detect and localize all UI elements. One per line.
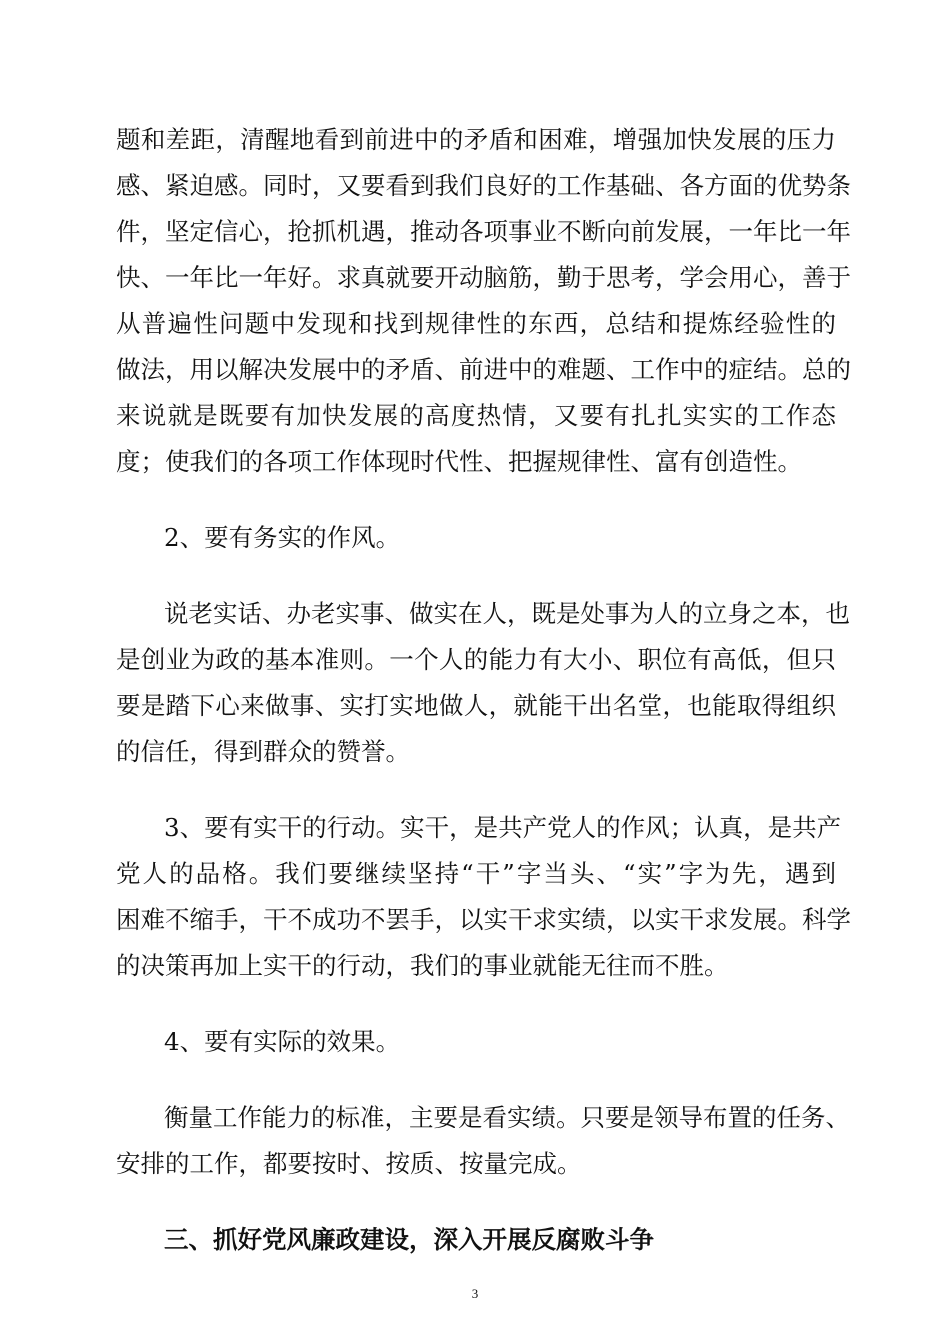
subheading-line: 4、要有实际的效果。 — [164, 1027, 401, 1056]
body-text-line: 快、一年比一年好。求真就要开动脑筋，勤于思考，学会用心，善于 — [116, 263, 851, 292]
body-text-line: 安排的工作，都要按时、按质、按量完成。 — [116, 1149, 582, 1178]
body-text-line: 从普遍性问题中发现和找到规律性的东西，总结和提炼经验性的 — [116, 309, 836, 338]
body-text-line: 说老实话、办老实事、做实在人，既是处事为人的立身之本，也 — [164, 599, 850, 628]
body-text-line: 要是踏下心来做事、实打实地做人，就能干出名堂，也能取得组织 — [116, 691, 836, 720]
body-text-line: 困难不缩手，干不成功不罢手，以实干求实绩，以实干求发展。科学 — [116, 905, 851, 934]
body-text-line: 3、要有实干的行动。实干，是共产党人的作风；认真，是共产 — [164, 813, 842, 842]
section-heading: 三、抓好党风廉政建设，深入开展反腐败斗争 — [164, 1225, 654, 1254]
body-text-line: 的决策再加上实干的行动，我们的事业就能无往而不胜。 — [116, 951, 729, 980]
body-text-line: 做法，用以解决发展中的矛盾、前进中的难题、工作中的症结。总的 — [116, 355, 851, 384]
body-text-line: 题和差距，清醒地看到前进中的矛盾和困难，增强加快发展的压力 — [116, 125, 836, 154]
body-text-line: 感、紧迫感。同时，又要看到我们良好的工作基础、各方面的优势条 — [116, 171, 851, 200]
body-text-line: 件，坚定信心，抢抓机遇，推动各项事业不断向前发展，一年比一年 — [116, 217, 851, 246]
body-text-line: 来说就是既要有加快发展的高度热情，又要有扎扎实实的工作态 — [116, 401, 836, 430]
subheading-line: 2、要有务实的作风。 — [164, 523, 401, 552]
body-text-line: 党人的品格。我们要继续坚持“干”字当头、“实”字为先，遇到 — [116, 859, 836, 888]
body-text-line: 的信任，得到群众的赞誉。 — [116, 737, 410, 766]
body-text-line: 度；使我们的各项工作体现时代性、把握规律性、富有创造性。 — [116, 447, 802, 476]
body-text-line: 是创业为政的基本准则。一个人的能力有大小、职位有高低，但只 — [116, 645, 836, 674]
page-number: 3 — [471, 1286, 479, 1301]
body-text-line: 衡量工作能力的标准，主要是看实绩。只要是领导布置的任务、 — [164, 1103, 850, 1132]
